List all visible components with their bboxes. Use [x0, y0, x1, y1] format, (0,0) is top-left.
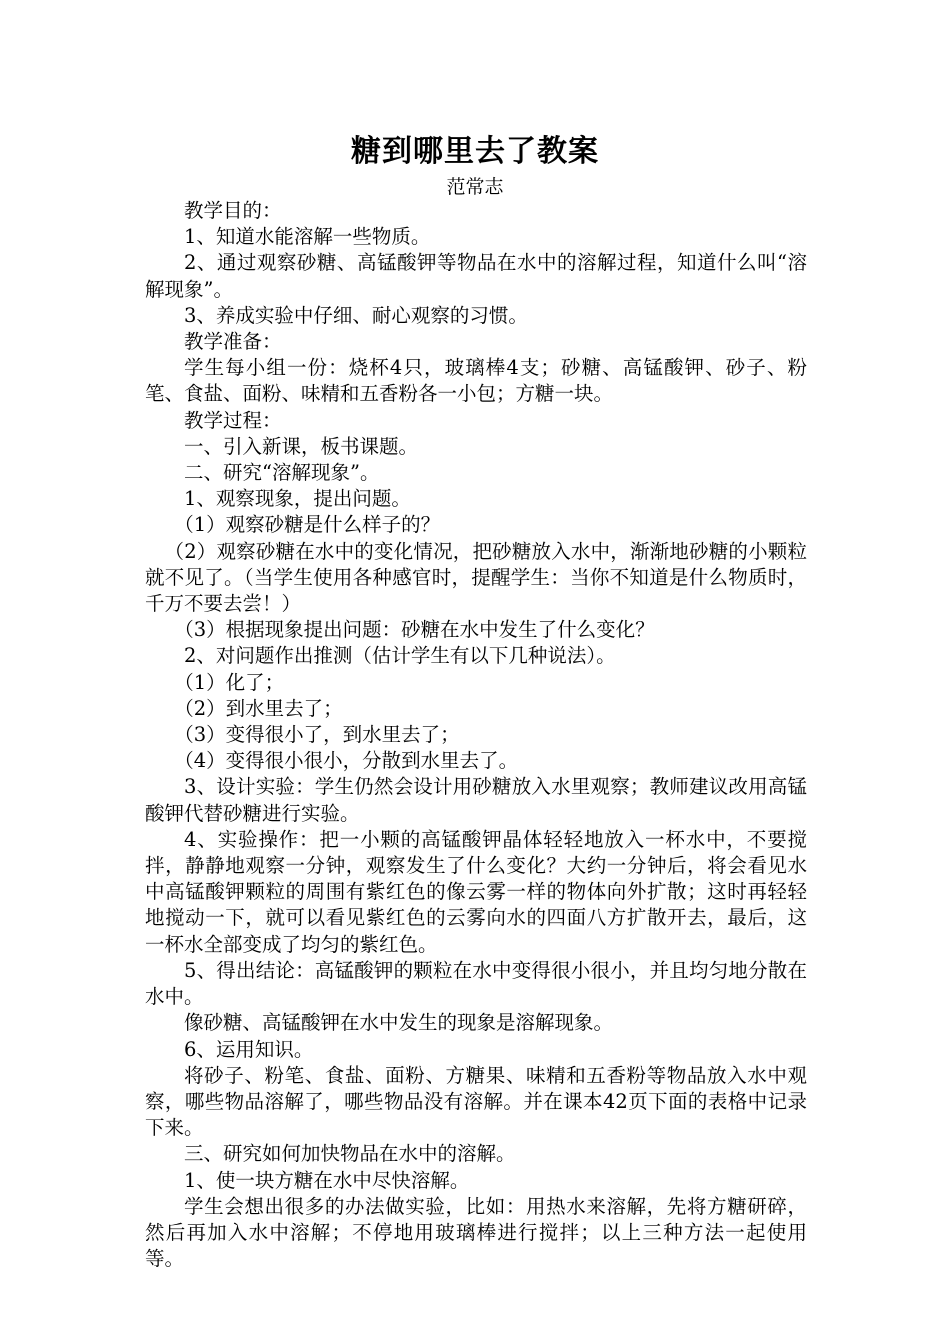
- paragraph: 2、对问题作出推测（估计学生有以下几种说法）。: [184, 644, 616, 668]
- paragraph: 1、知道水能溶解一些物质。: [184, 225, 431, 249]
- paragraph: 三、研究如何加快物品在水中的溶解。: [184, 1142, 516, 1166]
- paragraph: 学生每小组一份：烧杯4只，玻璃棒4支；砂糖、高锰酸钾、砂子、粉笔、食盐、面粉、味精和五香粉各一小包；方糖一块。: [145, 356, 807, 406]
- paragraph: 1、使一块方糖在水中尽快溶解。: [184, 1168, 470, 1192]
- paragraph: 教学过程：: [184, 408, 282, 432]
- paragraph: 二、研究“溶解现象”。: [184, 461, 380, 485]
- paragraph: （4）变得很小很小，分散到水里去了。: [174, 749, 519, 773]
- paragraph: （3）根据现象提出问题：砂糖在水中发生了什么变化？: [174, 618, 655, 642]
- paragraph: （2）观察砂糖在水中的变化情况，把砂糖放入水中，渐渐地砂糖的小颗粒就不见了。（当学生使用各种感官时，提醒学生：当你不知道是什么物质时，千万不要去尝！）: [145, 539, 807, 616]
- paragraph: 1、观察现象，提出问题。: [184, 487, 411, 511]
- paragraph: （1）化了；: [174, 670, 285, 694]
- paragraph: 4、实验操作：把一小颗的高锰酸钾晶体轻轻地放入一杯水中，不要搅拌，静静地观察一分钟，观察发生了什么变化？大约一分钟后，将会看见水中高锰酸钾颗粒的周围有紫红色的像云雾一样的物体向外扩散；这时再轻轻地搅动一下，就可以看见紫红色的云雾向水的四面八方扩散开去，最后，这一杯水全部变成了均匀的紫红色。: [145, 827, 807, 956]
- document-body: [145, 198, 807, 1272]
- paragraph: 6、运用知识。: [184, 1037, 314, 1061]
- paragraph: （1）观察砂糖是什么样子的？: [174, 513, 441, 537]
- paragraph: 将砂子、粉笔、食盐、面粉、方糖果、味精和五香粉等物品放入水中观察，哪些物品溶解了，哪些物品没有溶解。并在课本42页下面的表格中记录下来。: [145, 1063, 807, 1140]
- paragraph: 一、引入新课，板书课题。: [184, 434, 419, 458]
- document-title: 糖到哪里去了教案: [351, 134, 599, 169]
- paragraph: 学生会想出很多的办法做实验，比如：用热水来溶解，先将方糖研碎，然后再加入水中溶解；不停地用玻璃棒进行搅拌；以上三种方法一起使用等。: [145, 1194, 807, 1271]
- paragraph: 像砂糖、高锰酸钾在水中发生的现象是溶解现象。: [184, 1011, 614, 1035]
- paragraph: 2、通过观察砂糖、高锰酸钾等物品在水中的溶解过程，知道什么叫“溶解现象”。: [145, 251, 807, 301]
- paragraph: 教学准备：: [184, 330, 282, 354]
- paragraph: （3）变得很小了，到水里去了；: [174, 723, 460, 747]
- paragraph: 教学目的：: [184, 199, 282, 222]
- paragraph: （2）到水里去了；: [174, 696, 343, 720]
- paragraph: 3、设计实验：学生仍然会设计用砂糖放入水里观察；教师建议改用高锰酸钾代替砂糖进行实验。: [145, 775, 807, 825]
- document-author: 范常志: [446, 176, 504, 198]
- paragraph: 5、得出结论：高锰酸钾的颗粒在水中变得很小很小，并且均匀地分散在水中。: [145, 958, 807, 1009]
- paragraph: 3、养成实验中仔细、耐心观察的习惯。: [184, 303, 528, 327]
